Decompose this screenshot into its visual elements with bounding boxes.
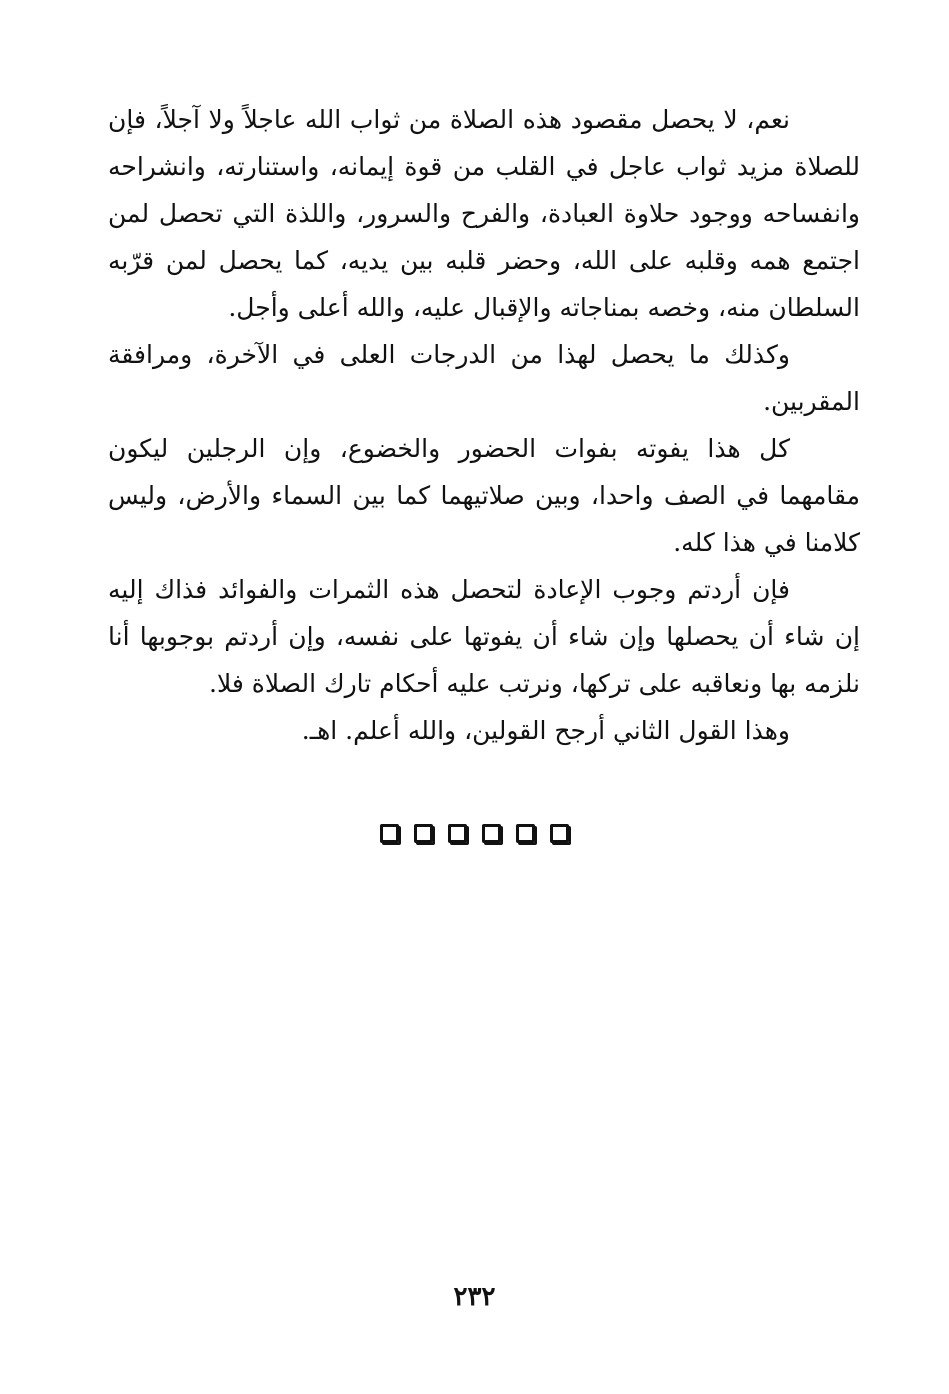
paragraph-1: نعم، لا يحصل مقصود هذه الصلاة من ثواب الله عاجلاً ولا آجلاً، فإن للصلاة مزيد ثواب عاجل في القلب من قوة إيمانه، واستنارته، وانشراحه وانفساحه ووجود حلاوة العبادة، والفرح والسرور، واللذة التي تحصل لمن اجتمع همه وقلبه على الله، وحضر قلبه بين يديه، كما يحصل لمن قرّبه السلطان منه، وخصه بمناجاته والإقبال عليه، والله أعلى وأجل. — [108, 105, 860, 322]
paragraph-4: فإن أردتم وجوب الإعادة لتحصل هذه الثمرات والفوائد فذاك إليه إن شاء أن يحصلها وإن شاء أن يفوتها على نفسه، وإن أردتم بوجوبها أنا نلزمه بها ونعاقبه على تركها، ونرتب عليه أحكام تارك الصلاة فلا. — [108, 575, 860, 698]
hollow-square-icon — [380, 824, 399, 843]
section-divider-ornament — [0, 824, 949, 843]
paragraph-2: وكذلك ما يحصل لهذا من الدرجات العلى في الآخرة، ومرافقة المقربين. — [108, 340, 860, 416]
hollow-square-icon — [516, 824, 535, 843]
page-number: ٢٣٢ — [453, 1282, 496, 1312]
hollow-square-icon — [550, 824, 569, 843]
hollow-square-icon — [414, 824, 433, 843]
paragraph-3: كل هذا يفوته بفوات الحضور والخضوع، وإن الرجلين ليكون مقامهما في الصف واحدا، وبين صلاتيهما كما بين السماء والأرض، وليس كلامنا في هذا كله. — [108, 434, 860, 557]
hollow-square-icon — [448, 824, 467, 843]
body-text — [108, 96, 860, 754]
hollow-square-icon — [482, 824, 501, 843]
paragraph-5: وهذا القول الثاني أرجح القولين، والله أعلم. اهـ. — [301, 716, 790, 745]
